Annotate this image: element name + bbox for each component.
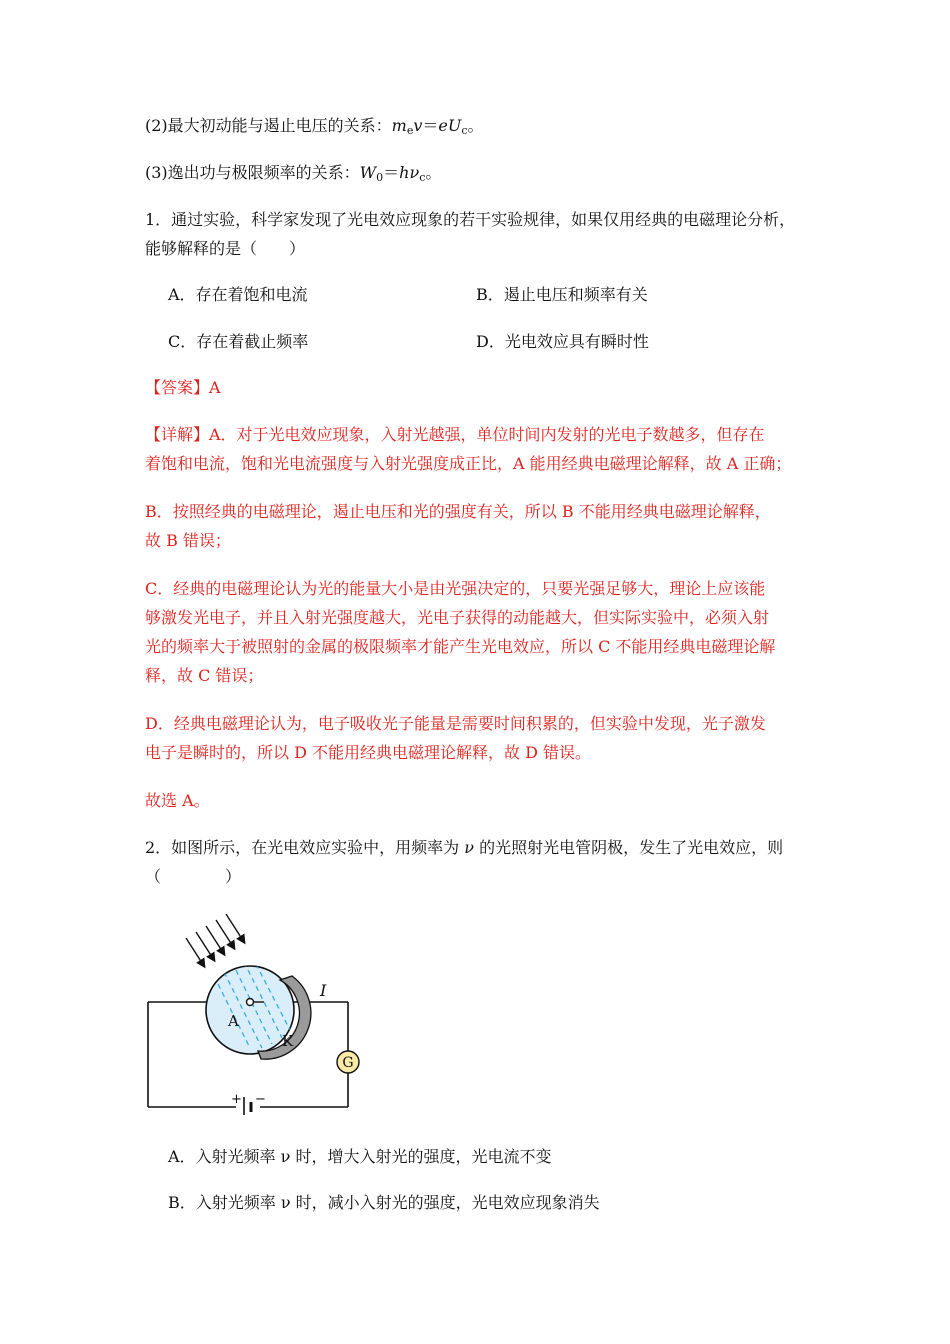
q1-detail-a-2: 着饱和电流，饱和光电流强度与入射光强度成正比，A 能用经典电磁理论解释，故 A 正确； [145,454,792,473]
q1-option-c[interactable]: C．存在着截止频率 [168,332,309,351]
phototube [206,962,311,1059]
q1-detail-d-2: 电子是瞬时的，所以 D 不能用经典电磁理论解释，故 D 错误。 [145,743,592,762]
q1-answer: 【答案】A [145,378,221,397]
battery [231,1092,266,1115]
battery-plus: + [231,1092,242,1107]
label-k: K [282,1032,294,1050]
q1-detail-c-3: 光的频率大于被照射的金属的极限频率才能产生光电效应，所以 C 不能用经典电磁理论解 [145,637,776,656]
formula-3: (3)逸出功与极限频率的关系：$W_0=h\nu_c$。 [145,163,442,184]
q2-option-b[interactable]: B．入射光频率 ν 时，减小入射光的强度，光电效应现象消失 [168,1193,600,1212]
q2-option-a[interactable]: A．入射光频率 ν 时，增大入射光的强度，光电流不变 [168,1147,552,1166]
q1-stem-line1: 1．通过实验，科学家发现了光电效应现象的若干实验规律，如果仅用经典的电磁理论分析， [145,210,796,229]
q1-conclusion: 故选 A。 [145,791,210,810]
q1-option-b[interactable]: B．遏止电压和频率有关 [476,285,648,304]
q1-detail-d-1: D．经典电磁理论认为，电子吸收光子能量是需要时间积累的，但实验中发现，光子激发 [145,714,766,733]
q2-stem-line1: 2．如图所示，在光电效应实验中，用频率为 ν 的光照射光电管阴极，发生了光电效应，则 [145,838,784,857]
formula-2: (2)最大初动能与遏止电压的关系：$m_ev=eU_c$。 [145,116,484,137]
q1-option-a[interactable]: A．存在着饱和电流 [168,285,308,304]
photoelectric-circuit-diagram [140,910,370,1115]
q1-detail-c-4: 释，故 C 错误； [145,666,264,685]
battery-minus: − [255,1092,266,1107]
anode-a [247,999,254,1006]
q1-detail-c-2: 够激发光电子，并且入射光强度越大，光电子获得的动能越大，但实际实验中，必须入射 [145,608,770,627]
q2-stem-line2: （ ） [145,867,242,886]
label-g: G [342,1055,354,1071]
q1-detail-b-1: B．按照经典的电磁理论，遏止电压和光的强度有关，所以 B 不能用经典电磁理论解释， [145,502,771,521]
q1-stem-line2: 能够解释的是（ ） [145,239,306,258]
q1-detail-c-1: C．经典的电磁理论认为光的能量大小是由光强决定的，只要光强足够大，理论上应该能 [145,579,766,598]
incident-light-arrows [186,914,244,966]
q1-detail-b-2: 故 B 错误； [145,531,231,550]
label-a: A [228,1012,239,1030]
q1-detail-a-1: 【详解】A．对于光电效应现象，入射光越强，单位时间内发射的光电子数越多，但存在 [145,425,765,444]
q1-option-d[interactable]: D．光电效应具有瞬时性 [476,332,649,351]
label-i: I [320,981,327,1000]
galvanometer [337,1051,359,1073]
